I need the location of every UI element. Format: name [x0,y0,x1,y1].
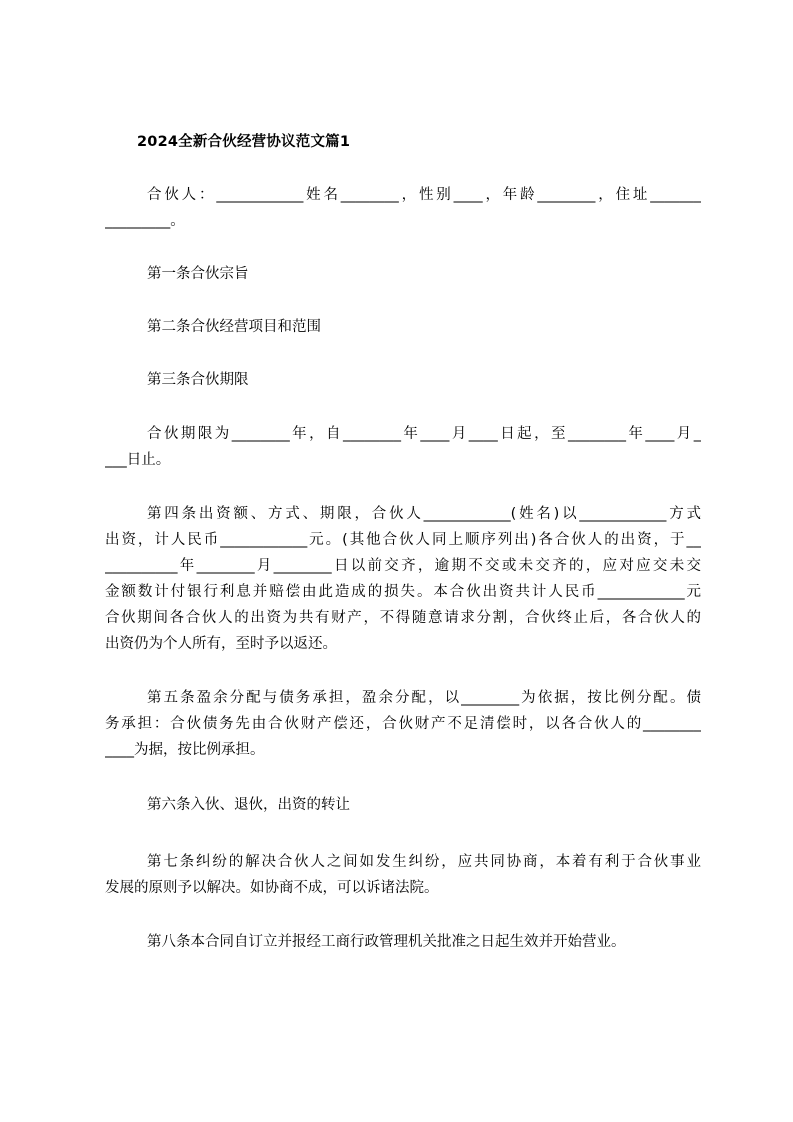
article-6-heading: 第六条入伙、退伙，出资的转让 [147,797,350,813]
article-8-line: 第八条本合同自订立并报经工商行政管理机关批准之日起生效并开始营业。 [147,934,626,950]
document-title: 2024全新合伙经营协议范文篇1 [137,134,351,150]
article-2-heading: 第二条合伙经营项目和范围 [147,319,321,335]
article-4-line: __________年________月________日以前交齐，逾期不交或未交齐的，应对应交未交 [105,558,701,574]
article-3-heading: 第三条合伙期限 [147,372,249,388]
article-5-line: 第五条盈余分配与债务承担，盈余分配，以________为依据，按比例分配。债 [147,690,701,706]
article-5-line: 务承担：合伙债务先由合伙财产偿还，合伙财产不足清偿时，以各合伙人的________ [105,716,701,732]
term-line: 合伙期限为________年，自________年____月____日起，至________年____月_ [147,426,701,442]
article-4-line: 合伙期间各合伙人的出资为共有财产，不得随意请求分割，合伙终止后，各合伙人的 [105,610,701,626]
article-4-line: 金额数计付银行利息并赔偿由此造成的损失。本合伙出资共计人民币____________元 [105,584,701,600]
term-line-continued: ___日止。 [105,452,171,468]
article-4-line: 出资，计人民币____________元。(其他合伙人同上顺序列出)各合伙人的出资，于__ [105,532,701,548]
article-1-heading: 第一条合伙宗旨 [147,266,249,282]
article-7-line: 发展的原则予以解决。如协商不成，可以诉诸法院。 [105,880,439,896]
partner-line: 合伙人：____________姓名________，性别____，年龄________，住址_______ [147,187,701,203]
partner-line-continued: _________。 [105,213,185,229]
article-4-line: 第四条出资额、方式、期限，合伙人____________(姓名)以____________方式 [147,506,701,522]
article-5-line: ____为据，按比例承担。 [105,742,265,758]
article-7-line: 第七条纠纷的解决合伙人之间如发生纠纷，应共同协商，本着有利于合伙事业 [147,854,701,870]
article-4-line: 出资仍为个人所有，至时予以返还。 [105,636,337,652]
